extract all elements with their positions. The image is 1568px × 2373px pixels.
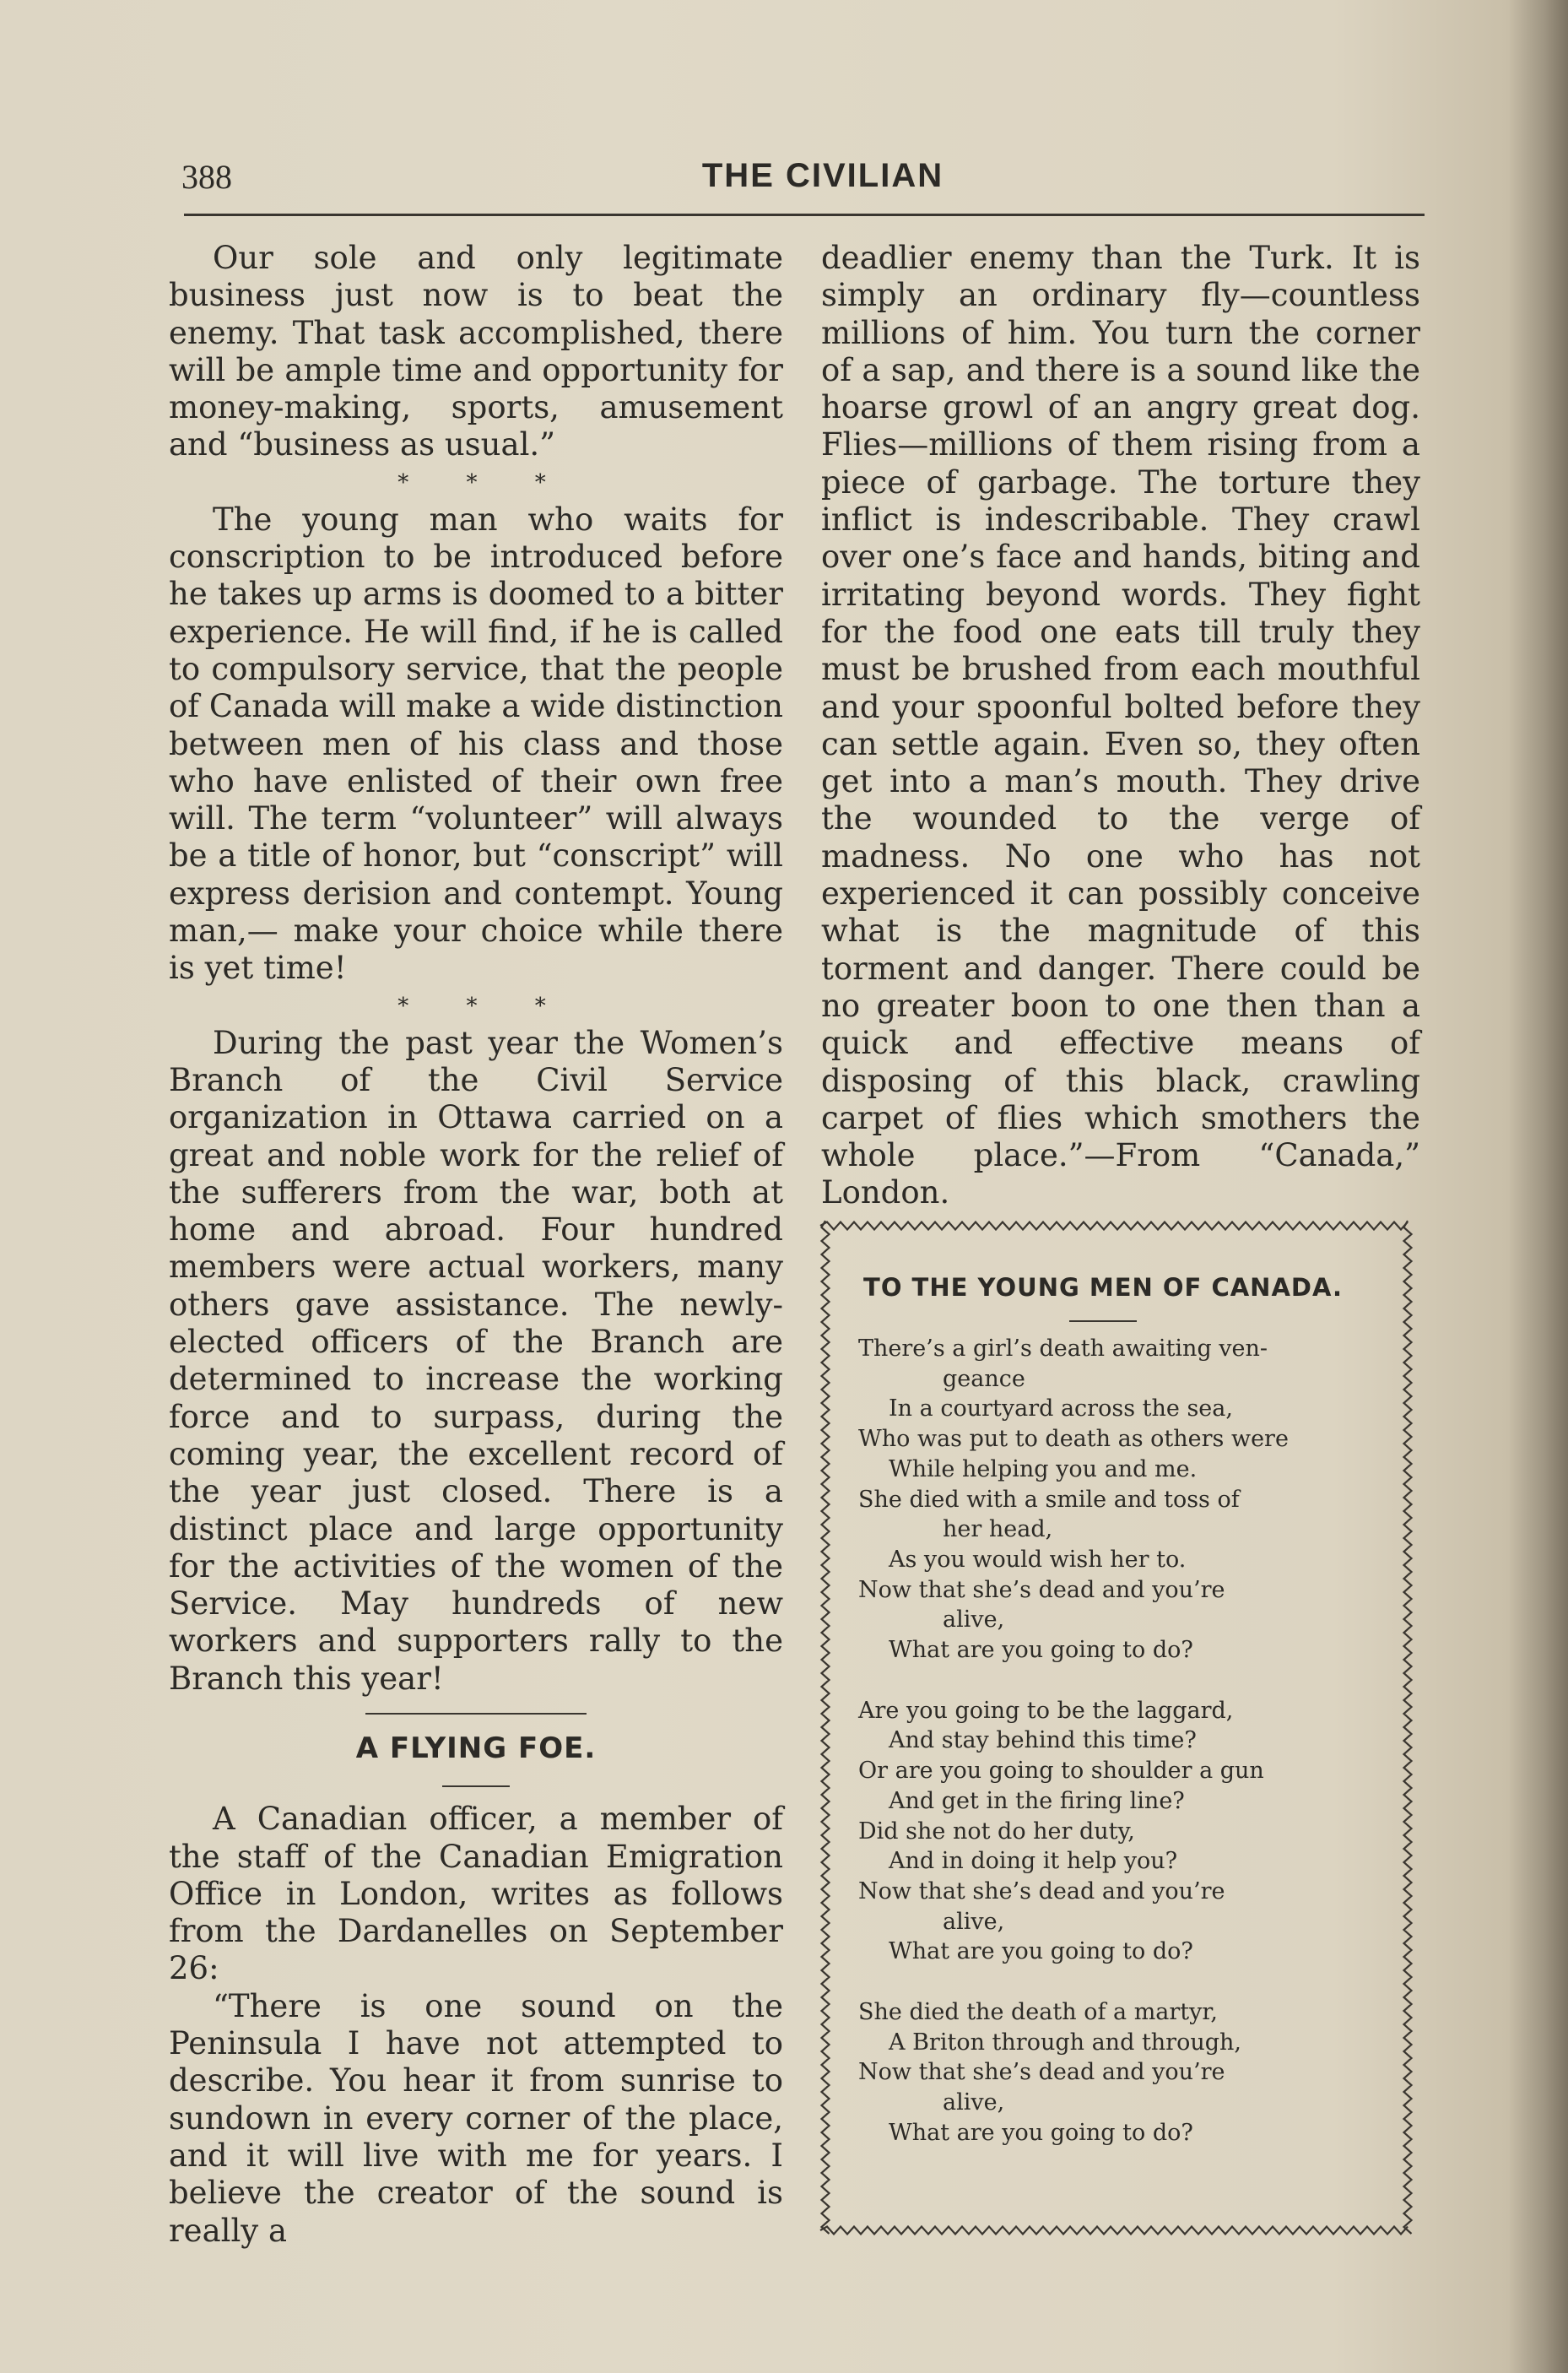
poem-line: alive, xyxy=(943,1908,1005,1935)
poem-line: She died the death of a martyr, xyxy=(858,1999,1218,2026)
poem-stanza-3 xyxy=(858,1997,1348,2148)
poem-line: What are you going to do? xyxy=(889,2119,1193,2146)
divider-rule xyxy=(365,1713,587,1715)
poem-line: As you would wish her to. xyxy=(889,1546,1187,1573)
poem-line: alive, xyxy=(943,2089,1005,2116)
poem-line: Are you going to be the laggard, xyxy=(858,1697,1234,1724)
poem-title-rule xyxy=(1069,1320,1137,1322)
border-right xyxy=(1404,1221,1412,2234)
poem-line: Who was put to death as others were xyxy=(858,1426,1289,1453)
poem-line: A Briton through and through, xyxy=(889,2029,1241,2056)
poem-line: What are you going to do? xyxy=(889,1938,1193,1965)
poem-line: geance xyxy=(943,1365,1025,1392)
header-rule xyxy=(184,214,1425,216)
poem-box xyxy=(812,1212,1421,2244)
poem-stanza-1 xyxy=(858,1334,1348,1666)
section-separator: * * * xyxy=(397,993,571,1019)
poem-line: Did she not do her duty, xyxy=(858,1818,1135,1845)
left-column xyxy=(169,240,783,2250)
poem-content xyxy=(858,1271,1348,2179)
border-top xyxy=(820,1222,1408,1230)
article-heading: A FLYING FOE. xyxy=(355,1731,597,1765)
paragraph-conscription: The young man who waits for conscription to be introduced before he takes up arms is doomed to a bitter experience. He will find, if he is called to compulsory service, that the people of Canada will make a wide distinction between men of his class and those who have enlisted of their own free will. The term “volunteer” will always be a title of honor, but “conscript” will express derision and contempt. Young man,— make your choice while there is yet time! xyxy=(169,501,783,987)
poem-line: And in doing it help you? xyxy=(889,1848,1178,1875)
poem-line: There’s a girl’s death awaiting ven- xyxy=(858,1335,1268,1362)
paragraph-flies: deadlier enemy than the Turk. It is simply an ordinary fly—countless millions of him. You turn the corner of a sap, and there is a sound like the hoarse growl of an angry great dog. Flies—millions of them rising from a piece of garbage. The torture they inflict is indescribable. They crawl over one’s face and hands, biting and irritating beyond words. They fight for the food one eats till truly they must be brushed from each mouthful and your spoonful bolted before they can settle again. Even so, they often get into a man’s mouth. They drive the wounded to the verge of madness. No one who has not experienced it can possibly conceive what is the magnitude of this torment and danger. There could be no greater boon to one then than a quick and effective means of disposing of this black, crawling carpet of flies which smothers the whole place.”—From “Canada,” London. xyxy=(821,240,1420,1211)
poem-title: TO THE YOUNG MEN OF CANADA. xyxy=(863,1273,1343,1302)
border-bottom xyxy=(820,2227,1408,2235)
section-separator: * * * xyxy=(397,469,571,496)
page-spine-shadow xyxy=(1509,0,1568,2373)
poem-line: While helping you and me. xyxy=(889,1455,1198,1482)
poem-line: What are you going to do? xyxy=(889,1637,1193,1664)
page-number: 388 xyxy=(181,158,232,196)
paragraph-officer-intro: A Canadian officer, a member of the staff of the Canadian Emigration Office in London, writes as follows from the Dardanelles on September 26: xyxy=(169,1801,783,1987)
poem-line: She died with a smile and toss of xyxy=(858,1486,1240,1513)
poem-line: Now that she’s dead and you’re xyxy=(858,1576,1225,1603)
poem-line: And get in the firing line? xyxy=(889,1787,1185,1814)
poem-line: her head, xyxy=(943,1516,1053,1543)
poem-line: alive, xyxy=(943,1606,1005,1633)
poem-line: Now that she’s dead and you’re xyxy=(858,1877,1225,1904)
paragraph-business: Our sole and only legitimate business just now is to beat the enemy. That task accomplished, there will be ample time and opportunity for money-making, sports, amusement and “business as usual.” xyxy=(169,240,783,463)
paragraph-officer-quote: “There is one sound on the Peninsula I have not attempted to describe. You hear it from sunrise to sundown in every corner of the place, and it will live with me for years. I believe the creator of the sound is really a xyxy=(169,1987,783,2249)
paragraph-womens-branch: During the past year the Women’s Branch of the Civil Service organization in Ottawa carried on a great and noble work for the relief of the sufferers from the war, both at home and abroad. Four hundred members were actual workers, many others gave assistance. The newly-elected officers of the Branch are determined to increase the working force and to surpass, during the coming year, the excellent record of the year just closed. There is a distinct place and large opportunity for the activities of the women of the Service. May hundreds of new workers and supporters rally to the Branch this year! xyxy=(169,1024,783,1697)
right-column xyxy=(821,240,1420,1212)
poem-line: In a courtyard across the sea, xyxy=(889,1395,1233,1422)
heading-underline xyxy=(442,1785,510,1787)
border-left xyxy=(822,1221,830,2234)
poem-line: Now that she’s dead and you’re xyxy=(858,2059,1225,2086)
running-title: THE CIVILIAN xyxy=(701,157,944,194)
poem-line: Or are you going to shoulder a gun xyxy=(858,1758,1264,1785)
poem-line: And stay behind this time? xyxy=(889,1727,1197,1754)
poem-stanza-2 xyxy=(858,1696,1348,1967)
